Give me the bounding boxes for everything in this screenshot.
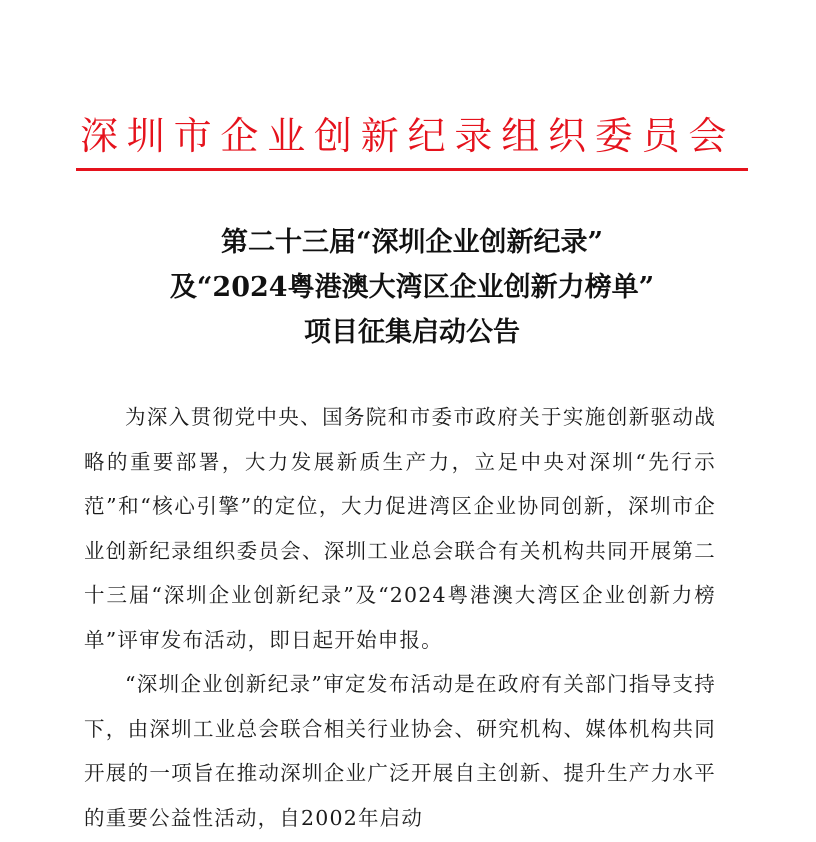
title-line-3: 项目征集启动公告 bbox=[304, 317, 520, 348]
organization-header: 深圳市企业创新纪录组织委员会 bbox=[80, 114, 736, 158]
announcement-body bbox=[84, 395, 716, 840]
title-line-2: 及“2024粤港澳大湾区企业创新力榜单” bbox=[169, 272, 655, 303]
title-line-1: 第二十三届“深圳企业创新纪录” bbox=[220, 227, 604, 258]
announcement-title bbox=[76, 220, 748, 355]
header-divider bbox=[76, 168, 748, 171]
body-paragraph-2: “深圳企业创新纪录”审定发布活动是在政府有关部门指导支持下，由深圳工业总会联合相关行业协会、研究机构、媒体机构共同开展的一项旨在推动深圳企业广泛开展自主创新、提升生产力水平的重要公益性活动，自2002年启动 bbox=[84, 672, 716, 830]
body-paragraph-1: 为深入贯彻党中央、国务院和市委市政府关于实施创新驱动战略的重要部署，大力发展新质生产力，立足中央对深圳“先行示范”和“核心引擎”的定位，大力促进湾区企业协同创新，深圳市企业创新纪录组织委员会、深圳工业总会联合有关机构共同开展第二十三届“深圳企业创新纪录”及“2024粤港澳大湾区企业创新力榜单”评审发布活动，即日起开始申报。 bbox=[84, 405, 716, 652]
